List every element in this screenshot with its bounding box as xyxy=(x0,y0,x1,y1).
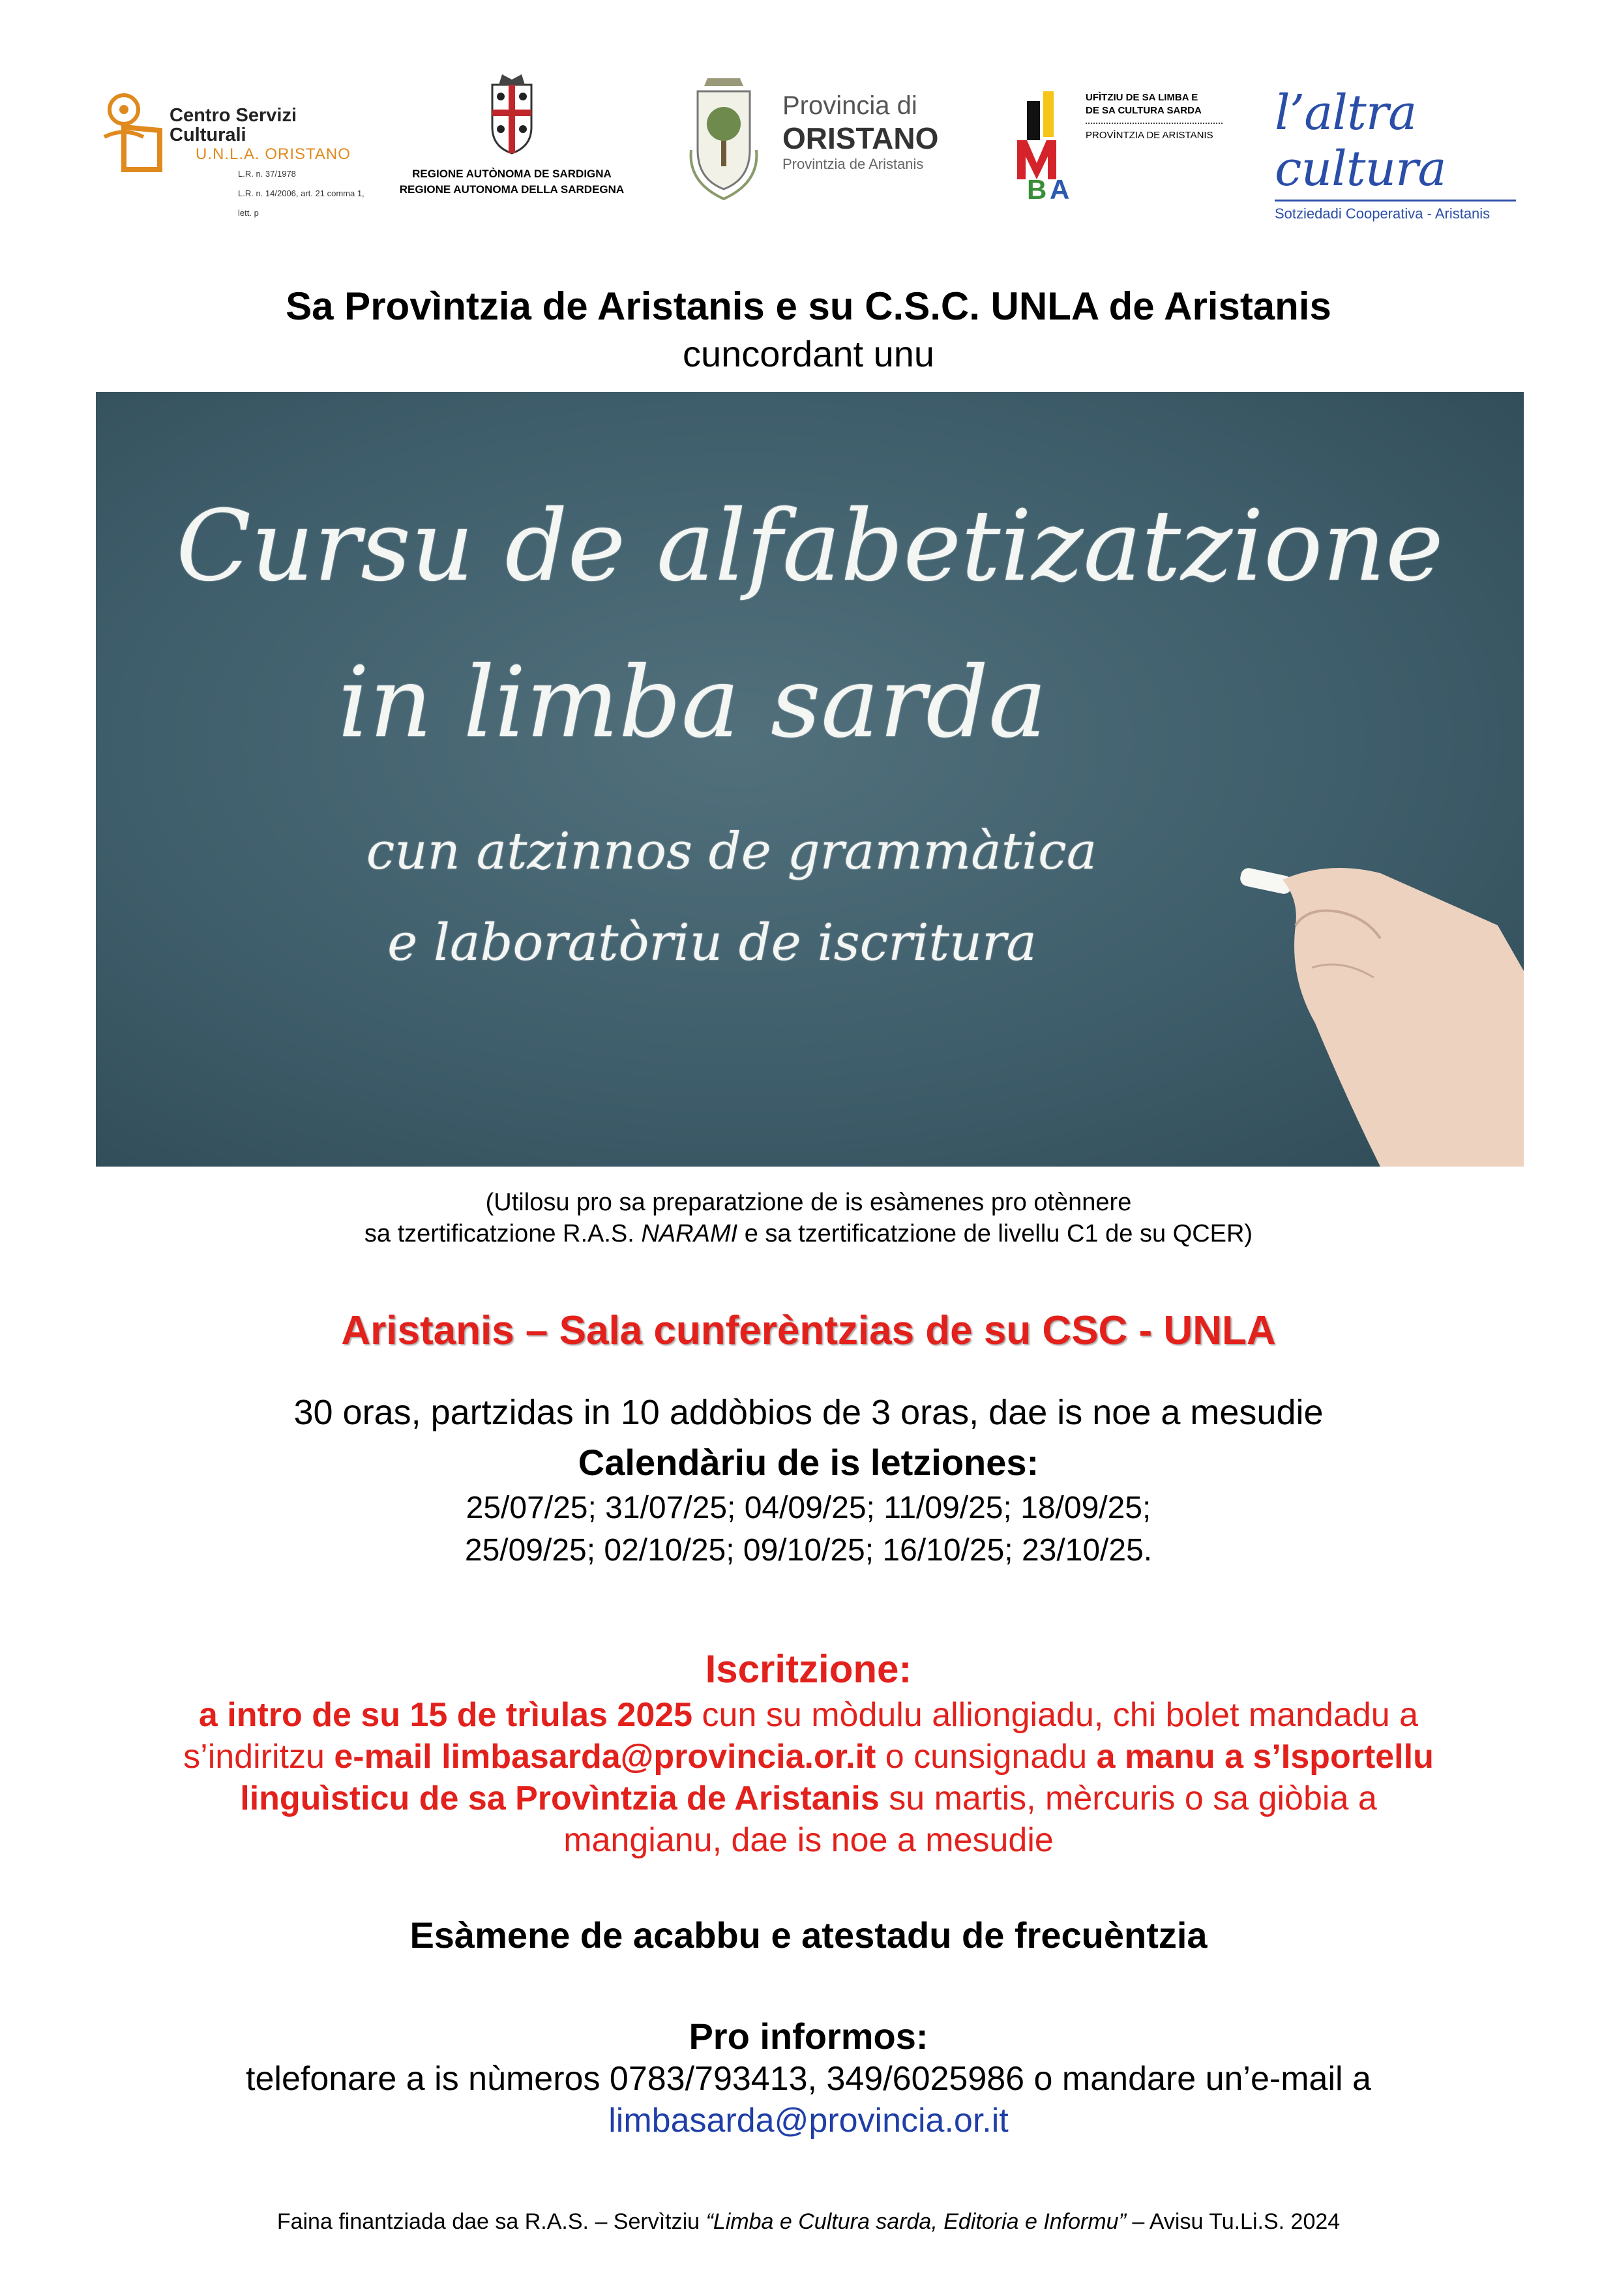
hand-with-chalk-icon xyxy=(1133,827,1524,1167)
chalk-subtitle-line2: e laboratòriu de iscritura xyxy=(387,914,1037,972)
logo-altra-cultura xyxy=(1275,85,1535,222)
provincia-line1: Provincia di xyxy=(782,91,917,120)
registration-title: Iscritzione: xyxy=(705,1647,912,1691)
registration-line4: mangianu, dae is noe a mesudie xyxy=(563,1821,1054,1859)
ras-line1: REGIONE AUTÒNOMA DE SARDIGNA xyxy=(412,168,612,180)
footer-credit xyxy=(0,2209,1617,2235)
chalk-title-line2: in limba sarda xyxy=(338,646,1047,760)
registration-deadline: a intro de su 15 de trìulas 2025 xyxy=(198,1696,693,1734)
registration-line3 xyxy=(0,1778,1617,1819)
note-line2 xyxy=(0,1218,1617,1249)
info-title: Pro informos: xyxy=(689,2016,928,2057)
altra-cultura-subtitle: Sotziedadi Cooperativa - Aristanis xyxy=(1275,205,1491,222)
registration-line2 xyxy=(0,1736,1617,1778)
registration-line1-rest: cun su mòdulu alliongiadu, chi bolet mandadu a xyxy=(692,1696,1419,1734)
registration-line1 xyxy=(0,1694,1617,1736)
registration-line2-b: o cunsignadu xyxy=(876,1738,1097,1776)
csc-subtitle: U.N.L.A. ORISTANO xyxy=(196,145,351,163)
provincia-emblem-icon xyxy=(685,72,763,202)
header-line1: Sa Provìntzia de Aristanis e su C.S.C. UNLA de Aristanis xyxy=(286,284,1331,328)
venue-title: Aristanis – Sala cunferèntzias de su CSC - UNLA xyxy=(341,1308,1276,1353)
registration-email[interactable]: e-mail limbasarda@provincia.or.it xyxy=(334,1738,876,1776)
provincia-line3: Provintzia de Aristanis xyxy=(782,156,924,172)
ufitziu-line3: PROVÌNTZIA DE ARISTANIS xyxy=(1086,130,1213,141)
footer-a: Faina finantziada dae sa R.A.S. – Servìtziu xyxy=(276,2209,706,2234)
footer-b: – Avisu Tu.Li.S. 2024 xyxy=(1125,2209,1341,2234)
header-line2: cuncordant unu xyxy=(682,333,935,374)
exam-text: Esàmene de acabbu e atestadu de frecuèntzia xyxy=(409,1915,1208,1956)
registration-office: linguìsticu de sa Provìntzia de Aristanis xyxy=(240,1780,880,1817)
registration-line2-a: s’indiritzu xyxy=(183,1738,334,1776)
logo-ufitziu-limba xyxy=(1014,91,1262,202)
limba-letters-icon xyxy=(1014,91,1086,202)
logo-csc-unla xyxy=(98,91,364,218)
csc-law1: L.R. n. 37/1978 xyxy=(238,169,296,179)
altra-cultura-underline xyxy=(1275,200,1516,201)
registration-line3-rest: su martis, mèrcuris o sa giòbia a xyxy=(879,1780,1377,1817)
schedule-calendar-title: Calendàriu de is letziones: xyxy=(578,1442,1039,1483)
note-line2-a: sa tzertificatzione R.A.S. xyxy=(364,1220,642,1247)
note-line2-c: e sa tzertificatzione de livellu C1 de su QCER) xyxy=(737,1220,1253,1247)
csc-title: Centro Servizi Culturali xyxy=(170,105,297,145)
info-line1: telefonare a is nùmeros 0783/793413, 349/6025986 o mandare un’e-mail a xyxy=(246,2060,1371,2098)
ufitziu-line2: DE SA CULTURA SARDA xyxy=(1086,105,1202,116)
csc-emblem-icon xyxy=(98,91,170,176)
chalk-title-line1: Cursu de alfabetizatzione xyxy=(176,490,1444,603)
ras-line2: REGIONE AUTONOMA DELLA SARDEGNA xyxy=(399,183,625,196)
footer-service: “Limba e Cultura sarda, Editoria e Informu” xyxy=(705,2209,1126,2234)
ufitziu-line1: UFÌTZIU DE SA LIMBA E xyxy=(1086,92,1198,103)
logo-provincia-oristano xyxy=(685,72,958,202)
csc-law2: L.R. n. 14/2006, art. 21 comma 1, lett. p xyxy=(238,188,364,218)
provincia-line2: ORISTANO xyxy=(782,121,939,155)
ufitziu-divider xyxy=(1086,123,1223,124)
note-line1: (Utilosu pro sa preparatzione de is esàmenes pro otènnere xyxy=(485,1189,1132,1216)
sardinia-coat-of-arms-icon xyxy=(482,72,541,157)
chalkboard-image xyxy=(96,392,1524,1167)
note-narami: NARAMI xyxy=(641,1220,738,1247)
svg-text:B: B xyxy=(1027,174,1047,202)
schedule-dates-line2: 25/09/25; 02/10/25; 09/10/25; 16/10/25; 23/10/25. xyxy=(464,1533,1153,1568)
schedule-dates-line1: 25/07/25; 31/07/25; 04/09/25; 11/09/25; 18/09/25; xyxy=(466,1491,1151,1525)
logo-regione-sardegna xyxy=(388,72,636,209)
altra-cultura-name: l’altra cultura xyxy=(1275,85,1446,197)
chalk-subtitle-line1: cun atzinnos de grammàtica xyxy=(366,822,1097,881)
svg-text:A: A xyxy=(1050,174,1070,202)
registration-by-hand: a manu a s’Isportellu xyxy=(1096,1738,1434,1776)
info-email-link[interactable]: limbasarda@provincia.or.it xyxy=(608,2102,1009,2139)
schedule-hours: 30 oras, partzidas in 10 addòbios de 3 oras, dae is noe a mesudie xyxy=(293,1393,1324,1432)
